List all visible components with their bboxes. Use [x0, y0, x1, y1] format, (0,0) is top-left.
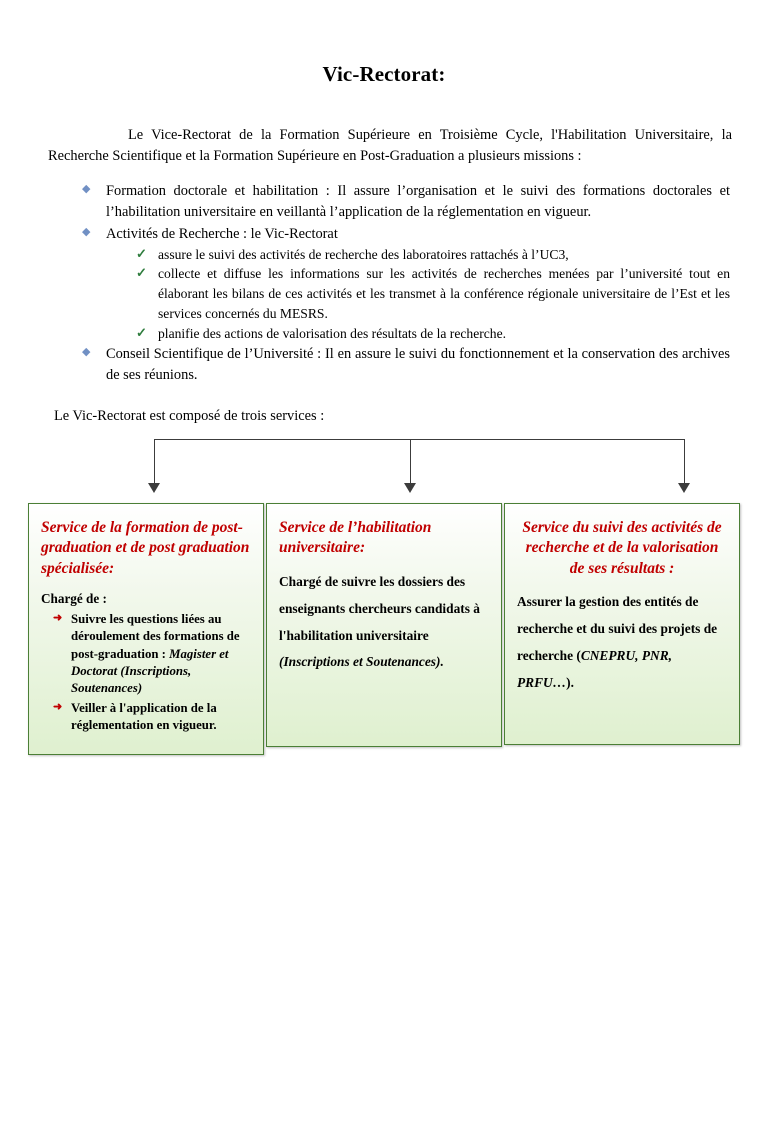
connector-vertical-line-2 — [410, 439, 411, 485]
service-box-habilitation — [266, 503, 502, 747]
mission-item — [82, 344, 730, 386]
service-body — [517, 589, 727, 696]
service-body-italic: CNEPRU, PNR, PRFU… — [517, 648, 672, 690]
service-body-end: ). — [566, 674, 574, 690]
service-item-text: Suivre les questions liées au déroulement des formations de post-graduation : — [71, 612, 240, 661]
mission-item — [82, 224, 730, 343]
mission-sub-list — [106, 245, 730, 344]
service-body-italic: (Inscriptions et Soutenances). — [279, 654, 444, 670]
service-lead: Chargé de : — [41, 591, 107, 607]
service-body — [279, 569, 489, 676]
service-body-text: Assurer la gestion des entités de recherche et du suivi des projets de recherche ( — [517, 594, 718, 664]
connector-vertical-line-1 — [154, 439, 155, 485]
arrow-head-icon — [148, 483, 160, 493]
mission-text: Conseil Scientifique de l’Université : Il en assure le suivi du fonctionnement et la conservation des archives de ses réunions. — [106, 346, 730, 384]
mission-text: Activités de Recherche : le Vic-Rectorat — [106, 225, 338, 242]
service-title: Service de l’habilitation universitaire: — [279, 519, 432, 557]
mission-sub-item: ✓ assure le suivi des activités de recherche des laboratoires rattachés à l’UC3, — [136, 245, 730, 265]
service-item-italic-1: Magister et Doctorat — [71, 646, 229, 678]
page-title: Vic-Rectorat: — [322, 62, 446, 86]
service-title: Service de la formation de post-graduation et de post graduation spécialisée: — [41, 519, 250, 577]
arrow-head-icon — [678, 483, 690, 493]
service-title: Service du suivi des activités de recherche et de la valorisation de ses résultats : — [522, 519, 722, 577]
document-page — [0, 62, 768, 1148]
mission-text: Formation doctorale et habilitation : Il assure l’organisation et le suivi des formations doctorales et l’habilitation universitaire en veillantà l’application de la réglementation en vigueur. — [106, 183, 730, 221]
service-item-italic-2: (Inscriptions, Soutenances) — [71, 663, 192, 696]
service-item-list — [41, 611, 251, 734]
services-intro: Le Vic-Rectorat est composé de trois services : — [54, 408, 325, 425]
connector-horizontal-line — [154, 439, 684, 440]
service-list-item: ➜ Veiller à l'application de la réglementation en vigueur. — [55, 700, 251, 735]
service-body-text: Chargé de suivre les dossiers des enseignants chercheurs candidats à l'habilitation universitaire — [279, 573, 480, 643]
connector-vertical-line-3 — [684, 439, 685, 485]
mission-item — [82, 181, 730, 223]
missions-list — [28, 181, 740, 386]
arrow-head-icon — [404, 483, 416, 493]
service-box-formation — [28, 503, 264, 755]
service-box-recherche — [504, 503, 740, 745]
intro-paragraph: Le Vice-Rectorat de la Formation Supérieure en Troisième Cycle, l'Habilitation Universitaire, la Recherche Scientifique et la Formation Supérieure en Post-Graduation a plusieurs missions : — [48, 127, 732, 164]
mission-sub-item: ✓ collecte et diffuse les informations sur les activités de recherches menées par l’université tout en élaborant les bilans de ces activités et les transmet à la conférence régionale universitaire de l’Est et les services concernés du MESRS. — [136, 264, 730, 323]
services-boxes — [28, 503, 740, 755]
service-list-item — [55, 611, 251, 697]
flow-connector — [28, 439, 740, 499]
mission-sub-item: ✓ planifie des actions de valorisation des résultats de la recherche. — [136, 324, 730, 344]
